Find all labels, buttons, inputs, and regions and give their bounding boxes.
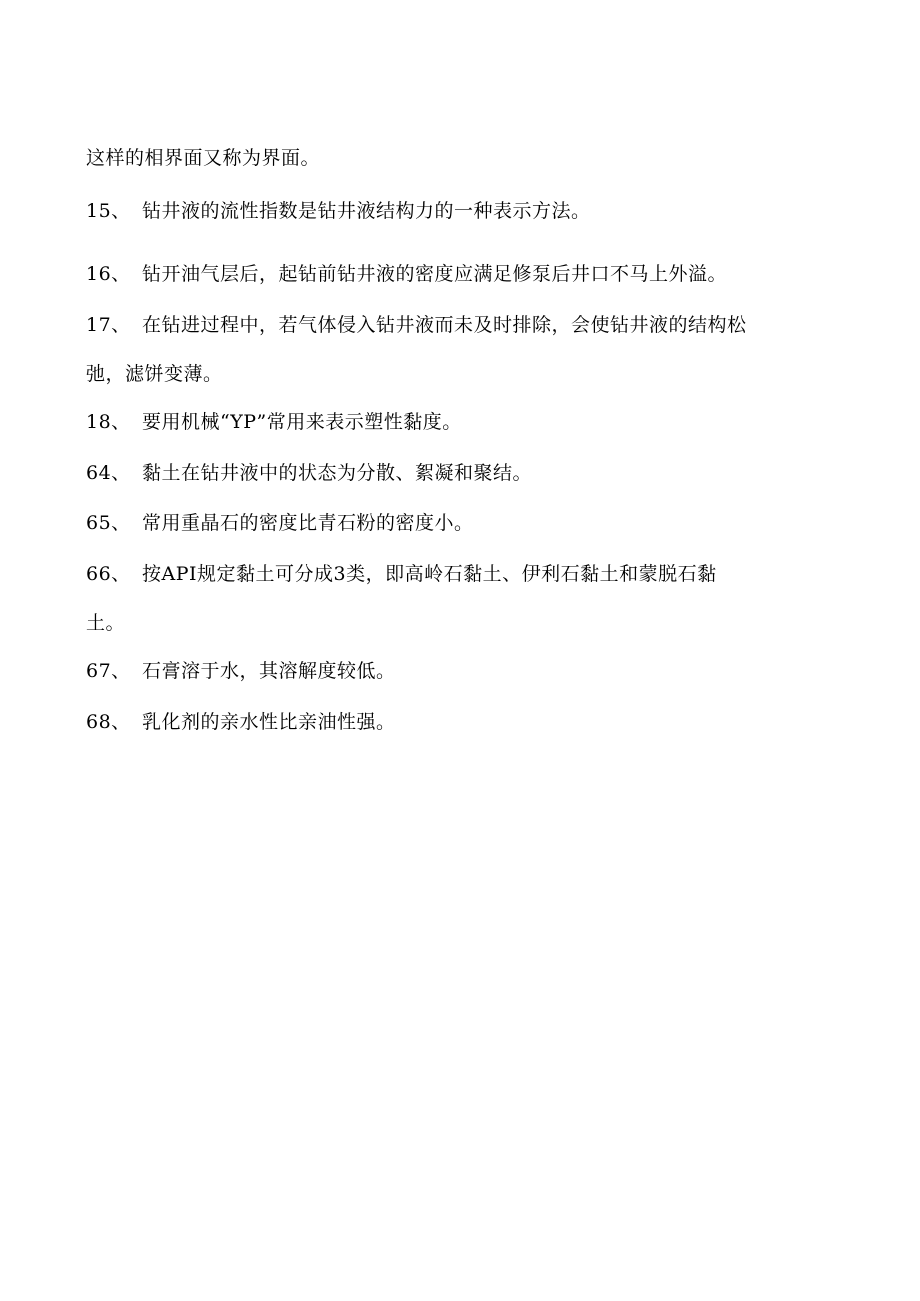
item-text: 钻开油气层后，起钻前钻井液的密度应满足修泵后井口不马上外溢。 bbox=[142, 263, 728, 285]
item-65 bbox=[86, 511, 846, 535]
item-16 bbox=[86, 262, 846, 286]
item-number: 68、 bbox=[86, 711, 131, 733]
item-66 bbox=[86, 562, 846, 586]
text-line-continuation bbox=[86, 362, 846, 386]
item-text: 要用机械“YP”常用来表示塑性黏度。 bbox=[142, 411, 462, 433]
item-text: 乳化剂的亲水性比亲油性强。 bbox=[142, 711, 396, 733]
line-text: 这样的相界面又称为界面。 bbox=[86, 147, 321, 169]
item-15 bbox=[86, 199, 846, 223]
item-number: 16、 bbox=[86, 263, 131, 285]
item-64 bbox=[86, 461, 846, 485]
text-line-continuation bbox=[86, 146, 846, 170]
text-line-continuation bbox=[86, 611, 846, 635]
item-number: 66、 bbox=[86, 563, 131, 585]
item-text: 钻井液的流性指数是钻井液结构力的一种表示方法。 bbox=[142, 200, 591, 222]
item-17 bbox=[86, 313, 846, 337]
item-number: 18、 bbox=[86, 411, 131, 433]
item-number: 67、 bbox=[86, 660, 131, 682]
item-text: 石膏溶于水，其溶解度较低。 bbox=[142, 660, 396, 682]
item-number: 64、 bbox=[86, 462, 131, 484]
line-text: 弛，滤饼变薄。 bbox=[86, 363, 223, 385]
item-number: 17、 bbox=[86, 314, 131, 336]
item-67 bbox=[86, 659, 846, 683]
item-text: 按API规定黏土可分成3类，即高岭石黏土、伊利石黏土和蒙脱石黏 bbox=[142, 563, 717, 585]
item-text: 黏土在钻井液中的状态为分散、絮凝和聚结。 bbox=[142, 462, 533, 484]
item-18 bbox=[86, 410, 846, 434]
item-number: 15、 bbox=[86, 200, 131, 222]
line-text: 土。 bbox=[86, 612, 126, 634]
item-text: 常用重晶石的密度比青石粉的密度小。 bbox=[142, 512, 474, 534]
item-text: 在钻进过程中，若气体侵入钻井液而未及时排除，会使钻井液的结构松 bbox=[142, 314, 747, 336]
item-number: 65、 bbox=[86, 512, 131, 534]
item-68 bbox=[86, 710, 846, 734]
